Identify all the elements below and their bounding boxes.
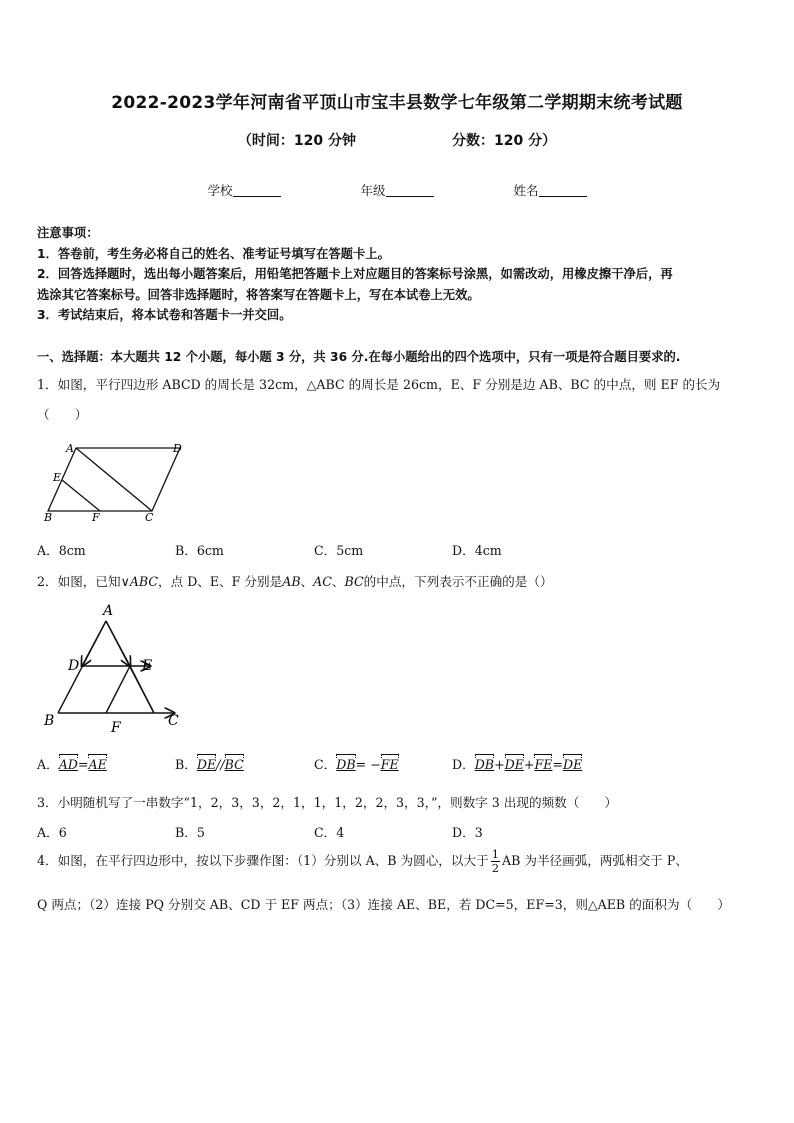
vector-bc: BC bbox=[224, 757, 244, 772]
vector-de: DE bbox=[504, 757, 524, 772]
q2-label-f: F bbox=[111, 720, 121, 736]
grade-blank[interactable] bbox=[386, 184, 434, 197]
section-heading: 一、选择题：本大题共 12 个小题，每小题 3 分，共 36 分.在每小题给出的四个选项中，只有一项是符合题目要求的. bbox=[37, 350, 681, 364]
q2-segment-fe bbox=[106, 666, 130, 713]
q1-option-d[interactable]: D．4cm bbox=[452, 543, 502, 558]
name-label: 姓名 bbox=[513, 183, 539, 198]
q2-suffix: 的中点，下列表示不正确的是（） bbox=[363, 574, 553, 589]
q3-option-c[interactable]: C．4 bbox=[314, 825, 345, 840]
q1-option-c[interactable]: C．5cm bbox=[314, 543, 364, 558]
q2-label-b: B bbox=[44, 713, 55, 729]
q2-vector-ad bbox=[82, 621, 106, 666]
q2-prefix: 2．如图，已知 bbox=[37, 574, 121, 589]
equals-minus-sign: = − bbox=[355, 757, 381, 772]
q2-label-c: C bbox=[168, 713, 179, 729]
vector-de: DE bbox=[196, 757, 217, 772]
q2-ac: AC bbox=[313, 574, 332, 589]
equals-sign: = bbox=[77, 757, 89, 772]
q2-sep: 、 bbox=[300, 574, 314, 589]
q1-text: 1．如图，平行四边形 ABCD 的周长是 32cm，△ABC 的周长是 26cm，E、F 分别是边 AB、BC 的中点，则 EF 的长为 bbox=[37, 377, 721, 392]
q4-part1: 4．如图，在平行四边形中，按以下步骤作图：（1）分别以 A、B 为圆心，以大于 bbox=[37, 853, 489, 868]
fraction-denominator: 2 bbox=[491, 861, 500, 875]
q1-label-d: D bbox=[173, 442, 182, 455]
plus-sign: + bbox=[523, 757, 535, 772]
q3-option-b[interactable]: B．5 bbox=[175, 825, 205, 840]
q3-option-d[interactable]: D．3 bbox=[452, 825, 483, 840]
q2-option-b[interactable] bbox=[175, 754, 244, 773]
q1-label-a: A bbox=[66, 442, 74, 455]
q1-label-f: F bbox=[92, 511, 100, 524]
vector-ad: AD bbox=[58, 757, 78, 772]
school-label: 学校 bbox=[207, 183, 233, 198]
q1-option-b[interactable]: B．6cm bbox=[175, 543, 224, 558]
fraction-numerator: 1 bbox=[491, 847, 500, 861]
q1-bracket: （ ） bbox=[37, 407, 88, 422]
q1-label-c: C bbox=[145, 511, 154, 524]
q2-triangle: ∨ABC bbox=[120, 574, 159, 589]
grade-label: 年级 bbox=[360, 183, 386, 198]
q2-option-d[interactable] bbox=[452, 754, 582, 773]
notes-section bbox=[37, 223, 759, 326]
notes-heading: 注意事项： bbox=[37, 226, 99, 240]
name-field[interactable] bbox=[513, 181, 586, 199]
parallel-sign: // bbox=[216, 757, 225, 772]
q2-label-d: D bbox=[68, 658, 80, 674]
q2-ab: AB bbox=[282, 574, 301, 589]
plus-sign: + bbox=[494, 757, 505, 772]
q2-option-d-label: D． bbox=[452, 757, 475, 772]
q3-text: 3．小明随机写了一串数字“1，2，3，3，2，1，1，1，2，2，3，3，”，则数字 3 出现的频数（ ） bbox=[37, 795, 618, 810]
grade-field[interactable] bbox=[360, 181, 433, 199]
q1-label-b: B bbox=[44, 511, 53, 524]
q2-label-e: E bbox=[142, 658, 153, 674]
vector-ae: AE bbox=[88, 757, 107, 772]
student-info-fields bbox=[0, 181, 794, 199]
q4-text-line2: Q 两点；（2）连接 PQ 分别交 AB、CD 于 EF 两点；（3）连接 AE、BE，若 DC=5，EF=3，则△AEB 的面积为（ ） bbox=[37, 897, 730, 912]
exam-score: 分数：120 分） bbox=[452, 133, 557, 149]
equals-sign: = bbox=[552, 757, 563, 772]
vector-fe: FE bbox=[534, 757, 553, 772]
school-field[interactable] bbox=[207, 181, 280, 199]
notes-item: 3．考试结束后，将本试卷和答题卡一并交回。 bbox=[37, 308, 292, 322]
vector-db: DB bbox=[336, 757, 356, 772]
notes-item: 1．答卷前，考生务必将自己的姓名、准考证号填写在答题卡上。 bbox=[37, 246, 390, 261]
vector-fe: FE bbox=[380, 757, 399, 772]
school-blank[interactable] bbox=[233, 184, 281, 197]
vector-db: DB bbox=[474, 757, 495, 772]
name-blank[interactable] bbox=[539, 184, 587, 197]
q1-parallelogram-figure bbox=[40, 440, 200, 530]
q4-text-line1 bbox=[37, 848, 688, 875]
vector-de: DE bbox=[562, 757, 583, 772]
q1-option-a[interactable]: A．8cm bbox=[37, 543, 86, 558]
exam-title: 2022-2023学年河南省平顶山市宝丰县数学七年级第二学期期末统考试题 bbox=[111, 93, 683, 113]
q2-option-b-label: B． bbox=[175, 757, 197, 772]
q2-option-a[interactable] bbox=[37, 754, 107, 773]
notes-item: 2．回答选择题时，选出每小题答案后，用铅笔把答题卡上对应题目的答案标号涂黑，如需改动，用橡皮擦干净后，再 bbox=[37, 267, 673, 281]
q2-sep: 、 bbox=[331, 574, 345, 589]
q2-vector-ae bbox=[106, 621, 130, 666]
q2-option-c-label: C． bbox=[314, 757, 337, 772]
q2-text bbox=[37, 571, 553, 590]
q4-part2: AB 为半径画弧，两弧相交于 P、 bbox=[502, 853, 688, 868]
exam-subtitle bbox=[0, 130, 794, 150]
q2-option-c[interactable] bbox=[314, 754, 399, 773]
q2-option-a-label: A． bbox=[37, 757, 59, 772]
q1-segment-ef bbox=[62, 480, 100, 511]
notes-item: 选涂其它答案标号。回答非选择题时，将答案写在答题卡上，写在本试卷上无效。 bbox=[37, 287, 480, 302]
exam-time: （时间：120 分钟 bbox=[237, 133, 356, 149]
q2-label-a: A bbox=[103, 603, 114, 619]
q2-mid: ，点 D、E、F 分别是 bbox=[158, 574, 283, 589]
q4-fraction bbox=[491, 848, 500, 875]
q1-label-e: E bbox=[53, 471, 62, 484]
q2-triangle-figure bbox=[40, 603, 190, 738]
q2-bc: BC bbox=[344, 574, 364, 589]
q3-option-a[interactable]: A．6 bbox=[37, 825, 67, 840]
